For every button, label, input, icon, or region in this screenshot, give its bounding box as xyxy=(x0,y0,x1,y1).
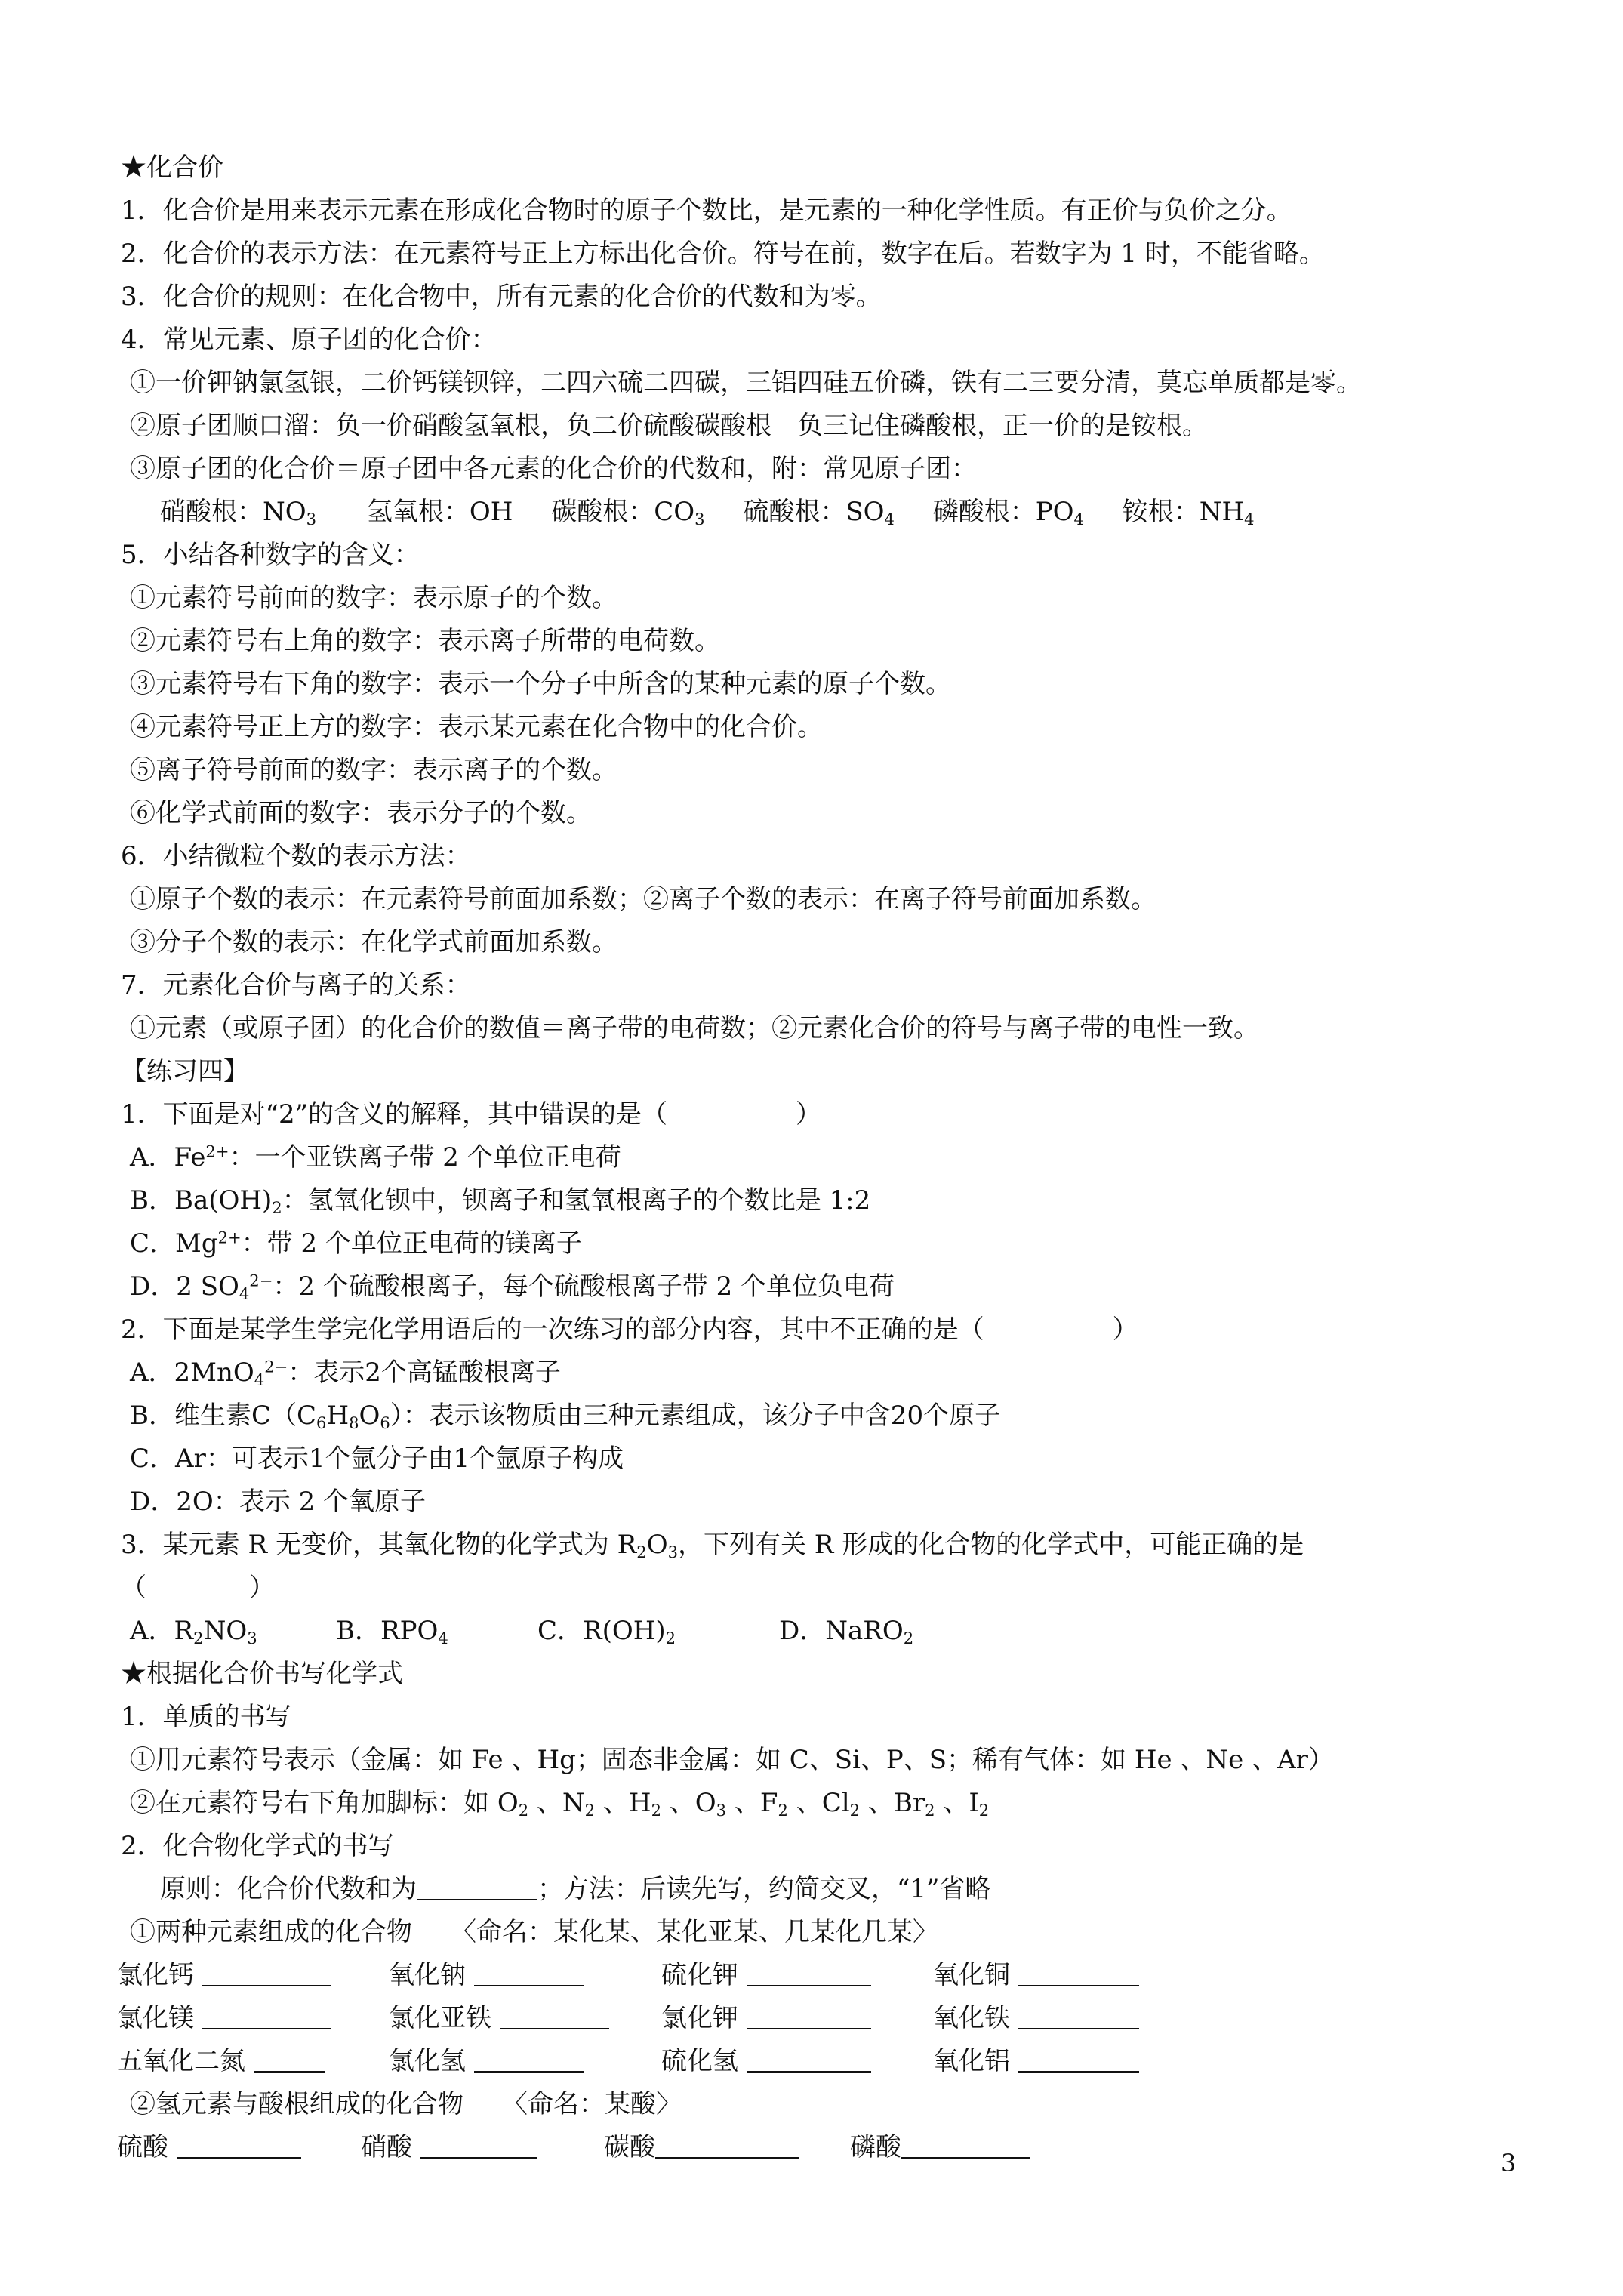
exercise-title: 【练习四】 xyxy=(121,1056,249,1086)
sulfate-label: 硫酸根： xyxy=(743,497,846,527)
hydroxide-formula: OH xyxy=(469,497,513,527)
acid-cell: 硝酸 xyxy=(361,2132,537,2162)
valence-ion-relation: ①元素（或原子团）的化合价的数值＝离子带的电荷数；②元素化合价的符号与离子带的电性一致。 xyxy=(130,1013,1259,1043)
number-meaning-item: ③元素符号右下角的数字：表示一个分子中所含的某种元素的原子个数。 xyxy=(130,669,951,699)
ammonium-label: 铵根： xyxy=(1122,497,1200,527)
compound-cell: 氧化铁 xyxy=(933,2003,1139,2033)
compound-cell: 氧化钠 xyxy=(389,1960,584,1990)
answer-blank[interactable] xyxy=(1018,2048,1139,2073)
phosphate-label: 磷酸根： xyxy=(932,497,1036,527)
valence-point-5: 5．小结各种数字的含义： xyxy=(121,540,420,570)
number-meaning-item: ②元素符号右上角的数字：表示离子所带的电荷数。 xyxy=(130,626,720,656)
formula-step-2: 2．化合物化学式的书写 xyxy=(121,1831,394,1861)
q3-option-d[interactable]: D．NaRO$_2$ xyxy=(779,1616,914,1647)
answer-blank[interactable] xyxy=(1018,1962,1139,1986)
common-radicals-line xyxy=(160,497,1255,529)
valence-point-2: 2．化合价的表示方法：在元素符号正上方标出化合价。符号在前，数字在后。若数字为 1 时，不能省略。 xyxy=(121,239,1325,269)
q3-option-c[interactable]: C．$R(OH)_2$ xyxy=(537,1616,676,1647)
acid-cell: 硫酸 xyxy=(117,2132,301,2162)
answer-blank[interactable] xyxy=(474,1962,584,1986)
ammonium-formula: $NH_4$ xyxy=(1199,497,1255,529)
compound-cell: 硫化钾 xyxy=(661,1960,871,1990)
compound-cell: 氯化氢 xyxy=(389,2046,584,2076)
question-2: 2．下面是某学生学完化学用语后的一次练习的部分内容，其中不正确的是（ ） xyxy=(121,1314,1138,1345)
valence-point-1: 1．化合价是用来表示元素在形成化合物时的原子个数比，是元素的一种化学性质。有正价与负价之分。 xyxy=(121,196,1292,226)
question-1: 1．下面是对“2”的含义的解释，其中错误的是（ ） xyxy=(121,1099,822,1130)
compound-cell: 五氧化二氮 xyxy=(117,2046,325,2076)
element-symbol-rule: ①用元素符号表示（金属：如 Fe 、Hg；固态非金属：如 C、Si、P、S；稀有气体：如 He 、Ne 、Ar） xyxy=(130,1745,1334,1775)
answer-blank[interactable] xyxy=(747,1962,871,1986)
nitrate-formula: $NO_3$ xyxy=(263,497,317,529)
answer-blank[interactable] xyxy=(655,2134,799,2159)
binary-row xyxy=(0,1960,1623,1992)
number-meaning-item: ①元素符号前面的数字：表示原子的个数。 xyxy=(130,583,617,613)
principle-blank[interactable] xyxy=(417,1876,537,1900)
valence-mnemonic-3: ③原子团的化合价＝原子团中各元素的化合价的代数和，附：常见原子团： xyxy=(130,454,977,484)
valence-point-7: 7．元素化合价与离子的关系： xyxy=(121,970,471,1000)
carbonate-label: 碳酸根： xyxy=(551,497,654,527)
binary-compound-heading: ①两种元素组成的化合物 〈命名：某化某、某化亚某、几某化几某〉 xyxy=(130,1917,938,1947)
acid-row xyxy=(0,2132,1623,2164)
compound-cell: 氯化亚铁 xyxy=(389,2003,609,2033)
answer-blank[interactable] xyxy=(747,2005,871,2029)
q1-option-d[interactable]: D．2 $SO_4^{2-}$：2 个硫酸根离子，每个硫酸根离子带 2 个单位负电荷 xyxy=(130,1271,895,1303)
number-meaning-item: ④元素符号正上方的数字：表示某元素在化合物中的化合价。 xyxy=(130,712,823,742)
q2-option-d[interactable]: D．2O：表示 2 个氧原子 xyxy=(130,1487,427,1517)
answer-blank[interactable] xyxy=(202,2005,331,2029)
valence-mnemonic-1: ①一价钾钠氯氢银，二价钙镁钡锌，二四六硫二四碳，三铝四硅五价磷，铁有二三要分清，莫忘单质都是零。 xyxy=(130,368,1362,398)
section-title-formula: ★根据化合价书写化学式 xyxy=(121,1659,403,1689)
compound-cell: 氧化铝 xyxy=(933,2046,1139,2076)
valence-point-3: 3．化合价的规则：在化合物中，所有元素的化合价的代数和为零。 xyxy=(121,282,882,312)
acid-compound-heading: ②氢元素与酸根组成的化合物 〈命名：某酸〉 xyxy=(130,2089,682,2119)
section-title-valence: ★化合价 xyxy=(121,153,223,183)
principle-line: 原则：化合价代数和为 ；方法：后读先写，约简交叉，“1”省略 xyxy=(160,1874,991,1904)
compound-cell: 氯化钙 xyxy=(117,1960,331,1990)
answer-blank[interactable] xyxy=(254,2048,325,2073)
acid-cell: 磷酸 xyxy=(850,2132,1030,2162)
answer-blank[interactable] xyxy=(420,2134,537,2159)
compound-cell: 氧化铜 xyxy=(933,1960,1139,1990)
page-number: 3 xyxy=(1501,2149,1517,2177)
valence-point-6: 6．小结微粒个数的表示方法： xyxy=(121,841,471,871)
hydroxide-label: 氢氧根： xyxy=(366,497,470,527)
subscript-rule: ②在元素符号右下角加脚标：如 $O_2$ 、$N_2$ 、$H_2$ 、$O_3$ 、$F_2$ 、$Cl_2$ 、$Br_2$ 、$I_2$ xyxy=(130,1788,990,1820)
q1-option-a[interactable]: A．$Fe^{2+}$：一个亚铁离子带 2 个单位正电荷 xyxy=(130,1142,621,1173)
particle-count-2: ③分子个数的表示：在化学式前面加系数。 xyxy=(130,927,617,957)
formula-step-1: 1．单质的书写 xyxy=(121,1702,291,1732)
valence-point-4: 4．常见元素、原子团的化合价： xyxy=(121,325,497,355)
question-3: 3．某元素 R 无变价，其氧化物的化学式为 $R_2O_3$，下列有关 R 形成的化合物的化学式中，可能正确的是 xyxy=(121,1530,1304,1561)
answer-blank[interactable] xyxy=(474,2048,584,2073)
nitrate-label: 硝酸根： xyxy=(160,497,263,527)
answer-blank[interactable] xyxy=(747,2048,871,2073)
q2-option-c[interactable]: C．Ar：可表示1个氩分子由1个氩原子构成 xyxy=(130,1444,624,1474)
answer-blank[interactable] xyxy=(500,2005,609,2029)
compound-cell: 氯化钾 xyxy=(661,2003,871,2033)
phosphate-formula: $PO_4$ xyxy=(1035,497,1084,529)
answer-blank[interactable] xyxy=(901,2134,1030,2159)
answer-blank[interactable] xyxy=(1018,2005,1139,2029)
number-meaning-item: ⑤离子符号前面的数字：表示离子的个数。 xyxy=(130,755,617,785)
sulfate-formula: $SO_4$ xyxy=(845,497,895,529)
answer-blank[interactable] xyxy=(202,1962,331,1986)
binary-row xyxy=(0,2003,1623,2035)
compound-cell: 硫化氢 xyxy=(661,2046,871,2076)
question-3-answer-paren: （ ） xyxy=(121,1573,275,1603)
valence-mnemonic-2: ②原子团顺口溜：负一价硝酸氢氧根，负二价硫酸碳酸根 负三记住磷酸根，正一价的是铵根。 xyxy=(130,411,1208,441)
answer-blank[interactable] xyxy=(177,2134,301,2159)
q3-options-row xyxy=(0,1616,1623,1647)
compound-cell: 氯化镁 xyxy=(117,2003,331,2033)
q2-option-a[interactable]: A．2MnO$_4^{2-}$：表示2个高锰酸根离子 xyxy=(130,1357,561,1389)
q3-option-a[interactable]: A．$R_2NO_3$ xyxy=(130,1616,257,1647)
q1-option-c[interactable]: C．$Mg^{2+}$：带 2 个单位正电荷的镁离子 xyxy=(130,1228,582,1259)
q2-option-b[interactable]: B．维生素$C(C_6H_8O_6)$：表示该物质由三种元素组成，该分子中含20个原子 xyxy=(130,1401,1001,1432)
carbonate-formula: $CO_3$ xyxy=(654,497,705,529)
q1-option-b[interactable]: B．$Ba(OH)_2$：氢氧化钡中，钡离子和氢氧根离子的个数比是 1:2 xyxy=(130,1185,871,1217)
binary-row xyxy=(0,2046,1623,2078)
q3-option-b[interactable]: B．$RPO_4$ xyxy=(336,1616,448,1647)
number-meaning-item: ⑥化学式前面的数字：表示分子的个数。 xyxy=(130,798,592,828)
acid-cell: 碳酸 xyxy=(604,2132,799,2162)
particle-count-1: ①原子个数的表示：在元素符号前面加系数；②离子个数的表示：在离子符号前面加系数。 xyxy=(130,884,1156,914)
